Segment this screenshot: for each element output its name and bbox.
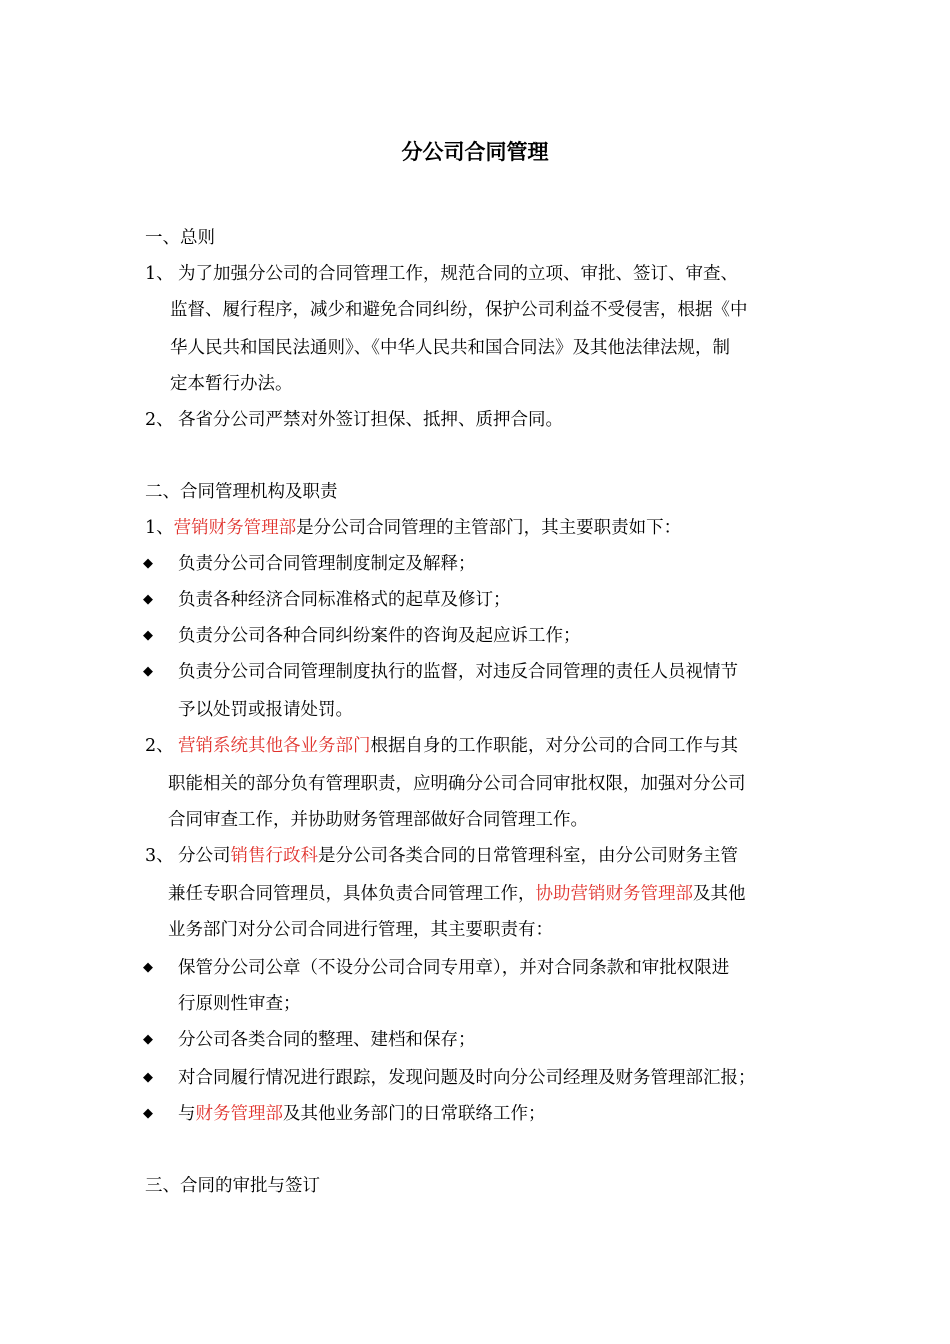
paragraph-text: 与	[178, 1104, 196, 1124]
paragraph-text: 及其他	[693, 884, 746, 904]
bullet-icon: ◆	[143, 1070, 153, 1085]
bullet-text	[178, 1100, 546, 1128]
paragraph-number: 1、	[145, 518, 174, 538]
paragraph-text: 兼任专职合同管理员，具体负责合同管理工作，	[168, 884, 536, 904]
highlighted-department: 营销财务管理部	[173, 518, 297, 538]
paragraph-line: 华人民共和国民法通则》、《中华人民共和国合同法》及其他法律法规，制	[170, 338, 730, 358]
bullet-text: 负责分公司合同管理制度执行的监督，对违反合同管理的责任人员视情节	[178, 662, 738, 682]
paragraph-line: 合同审查工作，并协助财务管理部做好合同管理工作。	[168, 810, 588, 830]
paragraph-number: 3、	[145, 846, 174, 866]
paragraph-line: 定本暂行办法。	[170, 374, 293, 394]
bullet-icon: ◆	[143, 1032, 153, 1047]
paragraph-number: 2、	[145, 410, 174, 430]
paragraph-line: 业务部门对分公司合同进行管理，其主要职责有：	[168, 920, 553, 940]
paragraph-line	[178, 732, 738, 760]
highlighted-department: 财务管理部	[195, 1104, 283, 1124]
paragraph-line	[168, 880, 746, 908]
paragraph-line	[178, 842, 738, 870]
paragraph-line: 各省分公司严禁对外签订担保、抵押、质押合同。	[178, 410, 563, 430]
section-heading: 二、合同管理机构及职责	[145, 482, 338, 502]
document-title: 分公司合同管理	[401, 140, 549, 164]
bullet-icon: ◆	[143, 960, 153, 975]
paragraph-number: 1、	[145, 264, 174, 284]
section-heading: 一、总则	[145, 228, 215, 248]
paragraph-line: 监督、履行程序，减少和避免合同纠纷，保护公司利益不受侵害，根据《中	[170, 300, 748, 320]
bullet-text: 负责各种经济合同标准格式的起草及修订；	[178, 590, 511, 610]
bullet-icon: ◆	[143, 664, 153, 679]
section-heading: 三、合同的审批与签订	[145, 1176, 320, 1196]
bullet-icon: ◆	[143, 556, 153, 571]
bullet-icon: ◆	[143, 1106, 153, 1121]
highlighted-department: 营销系统其他各业务部门	[178, 736, 371, 756]
paragraph-line: 职能相关的部分负有管理职责，应明确分公司合同审批权限，加强对分公司	[168, 774, 746, 794]
paragraph-number: 2、	[145, 736, 174, 756]
bullet-text: 对合同履行情况进行跟踪，发现问题及时向分公司经理及财务管理部汇报；	[178, 1068, 756, 1088]
paragraph-text: 及其他业务部门的日常联络工作；	[283, 1104, 546, 1124]
paragraph-text: 根据自身的工作职能，对分公司的合同工作与其	[370, 736, 738, 756]
highlighted-department: 协助营销财务管理部	[535, 884, 693, 904]
bullet-icon: ◆	[143, 592, 153, 607]
paragraph-text: 分公司	[178, 846, 231, 866]
highlighted-department: 销售行政科	[230, 846, 318, 866]
paragraph-line	[145, 514, 681, 542]
paragraph-text: 是分公司合同管理的主管部门，其主要职责如下：	[296, 518, 682, 538]
paragraph-text: 是分公司各类合同的日常管理科室，由分公司财务主管	[318, 846, 738, 866]
bullet-text: 负责分公司各种合同纠纷案件的咨询及起应诉工作；	[178, 626, 581, 646]
bullet-text: 负责分公司合同管理制度制定及解释；	[178, 554, 476, 574]
bullet-icon: ◆	[143, 628, 153, 643]
bullet-text: 保管分公司公章（不设分公司合同专用章），并对合同条款和审批权限进	[178, 958, 730, 978]
paragraph-line: 为了加强分公司的合同管理工作，规范合同的立项、审批、签订、审查、	[178, 264, 738, 284]
bullet-text: 分公司各类合同的整理、建档和保存；	[178, 1030, 476, 1050]
bullet-text: 行原则性审查；	[178, 994, 301, 1014]
bullet-text: 予以处罚或报请处罚。	[178, 700, 353, 720]
